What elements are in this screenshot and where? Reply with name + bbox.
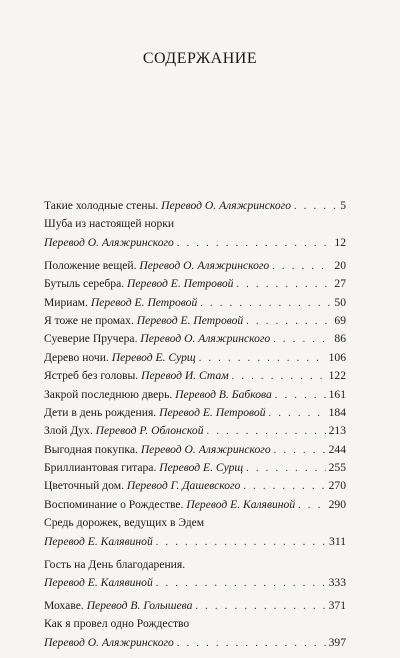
entry-translator: Перевод Р. Облонской [95, 424, 204, 438]
entry-title: Я тоже не промах. [44, 313, 134, 327]
entry-page: 122 [328, 369, 346, 383]
entry-translator: Перевод Е. Калявиной [44, 534, 153, 548]
entry-page: 290 [328, 497, 346, 511]
entry-title: Выгодная покупка. [44, 442, 138, 456]
dot-leader [156, 537, 326, 548]
entry-title: Такие холодные стены. [44, 199, 159, 212]
dot-leader [200, 298, 331, 309]
toc-entry [44, 199, 346, 217]
toc-entry [44, 351, 346, 369]
toc-entry [44, 443, 346, 461]
toc-entry [44, 259, 346, 277]
entry-page: 20 [334, 258, 346, 272]
page-title: СОДЕРЖАНИЕ [142, 50, 258, 67]
dot-leader [275, 390, 326, 401]
entry-translator: Перевод Г. Дашевского [126, 479, 241, 493]
toc-entry [44, 296, 346, 314]
entry-title: Мириам. [44, 295, 88, 309]
dot-leader [156, 578, 326, 589]
entry-page: 184 [328, 405, 346, 419]
entry-title: Дети в день рождения. [44, 405, 157, 419]
dot-leader [232, 371, 326, 382]
entry-translator: Перевод Е. Сурщ [111, 350, 196, 364]
dot-leader [177, 238, 332, 249]
entry-translator: Перевод Е. Сурщ [159, 461, 244, 475]
entry-page: 371 [328, 598, 346, 612]
entry-page: 12 [334, 235, 346, 249]
toc-entry [44, 599, 346, 617]
entry-translator: Перевод Е. Петровой [159, 405, 266, 419]
entry-page: 397 [328, 635, 346, 649]
toc-entry [44, 369, 346, 387]
entry-title: Ястреб без головы. [44, 369, 139, 383]
entry-title: Положение вещей. [44, 258, 137, 272]
entry-title: Бутыль серебра. [44, 277, 125, 291]
dot-leader [298, 500, 325, 511]
entry-translator: Перевод О. Аляжринского [139, 258, 270, 272]
entry-title: Злой Дух. [44, 424, 93, 438]
toc-entry [44, 558, 346, 595]
entry-translator: Перевод И. Стам [141, 369, 229, 383]
entry-translator: Перевод О. Аляжринского [44, 635, 174, 649]
entry-translator: Перевод Е. Калявиной [186, 497, 296, 511]
entry-title: Закрой последнюю дверь. [44, 387, 173, 401]
dot-leader [294, 201, 337, 212]
dot-leader [272, 261, 331, 272]
table-of-contents [44, 199, 346, 654]
entry-title: Как я провел одно Рождество [44, 617, 190, 631]
entry-page: 244 [328, 442, 346, 456]
entry-title: Шуба из настоящей норки [44, 217, 175, 231]
toc-entry [44, 498, 346, 516]
toc-entry [44, 461, 346, 479]
dot-leader [269, 408, 326, 419]
entry-title: Гость на День благодарения. [44, 557, 186, 571]
entry-title: Мохаве. [44, 598, 84, 612]
entry-page: 69 [334, 313, 346, 327]
entry-translator: Перевод Е. Петровой [136, 313, 244, 327]
toc-entry [44, 424, 346, 442]
entry-page: 86 [334, 332, 346, 346]
toc-entry [44, 388, 346, 406]
toc-entry [44, 516, 346, 553]
entry-title: Бриллиантовая гитара. [44, 461, 157, 475]
entry-title: Воспоминание о Рождестве. [44, 497, 184, 511]
entry-translator: Перевод О. Аляжринского [161, 199, 291, 212]
entry-translator: Перевод Е. Петровой [127, 277, 234, 291]
entry-title: Цветочный дом. [44, 479, 124, 493]
dot-leader [246, 316, 331, 327]
entry-page: 255 [328, 461, 346, 475]
entry-page: 106 [328, 350, 346, 364]
dot-leader [207, 426, 326, 437]
toc-entry [44, 406, 346, 424]
entry-title: Средь дорожек, ведущих в Эдем [44, 516, 205, 530]
dot-leader [236, 279, 331, 290]
entry-page: 161 [328, 387, 346, 401]
dot-leader [273, 334, 331, 345]
dot-leader [274, 445, 326, 456]
entry-page: 213 [328, 424, 346, 438]
dot-leader [243, 481, 325, 492]
dot-leader [199, 353, 326, 364]
entry-page: 333 [328, 576, 346, 589]
entry-translator: Перевод В. Голышева [86, 598, 193, 612]
toc-entry [44, 617, 346, 654]
entry-translator: Перевод Е. Петровой [90, 295, 198, 309]
entry-page: 27 [334, 277, 346, 291]
toc-entry [44, 332, 346, 350]
dot-leader [177, 638, 326, 649]
entry-translator: Перевод О. Аляжринского [140, 442, 271, 456]
entry-translator: Перевод О. Аляжринского [140, 332, 271, 346]
entry-page: 50 [334, 295, 346, 309]
entry-translator: Перевод Е. Калявиной [44, 576, 153, 589]
dot-leader [195, 601, 325, 612]
toc-entry [44, 314, 346, 332]
dot-leader [246, 463, 325, 474]
entry-translator: Перевод В. Бабкова [175, 387, 272, 401]
entry-title: Дерево ночи. [44, 350, 109, 364]
entry-translator: Перевод О. Аляжринского [44, 235, 174, 249]
entry-page: 270 [328, 479, 346, 493]
toc-entry [44, 277, 346, 295]
entry-title: Суеверие Пручера. [44, 332, 138, 346]
toc-entry [44, 479, 346, 497]
toc-entry [44, 217, 346, 254]
entry-page: 5 [340, 199, 346, 212]
entry-page: 311 [329, 534, 346, 548]
